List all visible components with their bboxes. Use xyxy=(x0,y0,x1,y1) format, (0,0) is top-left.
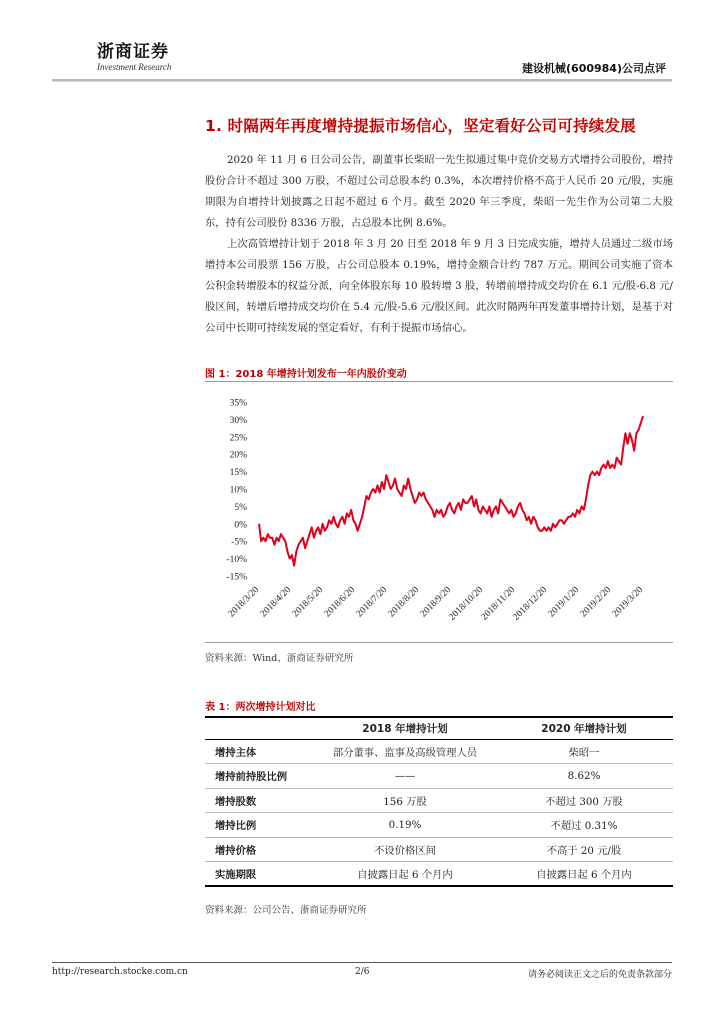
y-tick-label: -10% xyxy=(226,555,247,566)
price-change-line xyxy=(259,416,643,566)
comparison-table xyxy=(205,716,673,887)
x-tick-label: 2019/3/20 xyxy=(610,585,646,620)
figure-title: 图 1：2018 年增持计划发布一年内股价变动 xyxy=(205,369,407,380)
plot-area xyxy=(259,416,643,566)
row-label: 增持主体 xyxy=(205,739,315,764)
logo-chinese: 浙商证券 xyxy=(97,42,169,62)
cell-2020: 8.62% xyxy=(495,764,673,789)
y-axis xyxy=(226,399,247,583)
x-tick-label: 2018/5/20 xyxy=(290,585,326,620)
price-change-chart xyxy=(205,386,673,640)
footer-url[interactable]: http://research.stocke.com.cn xyxy=(52,967,188,977)
header-cell-2018: 2018 年增持计划 xyxy=(315,717,495,739)
y-tick-label: 20% xyxy=(229,450,247,461)
y-tick-label: 0% xyxy=(234,520,247,531)
cell-2020: 不超过 300 万股 xyxy=(495,788,673,813)
cell-2020: 不高于 20 元/股 xyxy=(495,837,673,862)
paragraph-2 xyxy=(205,234,673,339)
paragraph-1 xyxy=(205,150,673,234)
cell-2018: 自披露日起 6 个月内 xyxy=(315,862,495,887)
y-tick-label: -5% xyxy=(231,537,247,548)
cell-2018: 0.19% xyxy=(315,813,495,838)
table-row xyxy=(205,862,673,887)
x-tick-label: 2019/2/20 xyxy=(578,585,614,620)
logo xyxy=(97,37,171,72)
x-axis xyxy=(227,585,645,623)
cell-2018: 不设价格区间 xyxy=(315,837,495,862)
table-source: 资料来源：公司公告、浙商证券研究所 xyxy=(205,905,367,916)
table-row xyxy=(205,788,673,813)
x-tick-label: 2019/1/20 xyxy=(546,585,582,620)
y-tick-label: 30% xyxy=(229,415,247,426)
table-row xyxy=(205,837,673,862)
figure-source: 资料来源：Wind、浙商证券研究所 xyxy=(205,653,354,664)
figure-top-rule xyxy=(205,381,673,382)
x-tick-label: 2018/9/20 xyxy=(418,585,454,620)
row-label: 增持前持股比例 xyxy=(205,764,315,789)
x-tick-label: 2018/3/20 xyxy=(226,585,262,620)
cell-2018: 156 万股 xyxy=(315,788,495,813)
section-heading: 1. 时隔两年再度增持提振市场信心，坚定看好公司可持续发展 xyxy=(205,117,636,135)
row-label: 增持股数 xyxy=(205,788,315,813)
paragraph-2-text: 上次高管增持计划于 2018 年 3 月 20 日至 2018 年 9 月 3 日完成实施，增持人员通过二级市场增持本公司股票 156 万股，占公司总股本 0.19%，增持金额合计约 787 万元。期间公司实施了资本公积金转增股本的权益分派，向全体股东每 10 股转增 3 股，转增前增持成交均价在 6.1 元/股-6.8 元/股区间，转增后增持成交均价在 5.4 元/股-5.6 元/股区间。此次时隔两年再发董事增持计划，是基于对公司中长期可持续发展的坚定看好，有利于提振市场信心。 xyxy=(205,238,673,334)
y-tick-label: 5% xyxy=(234,502,247,513)
footer-disclaimer: 请务必阅读正文之后的免责条款部分 xyxy=(527,970,672,980)
cell-2020: 不超过 0.31% xyxy=(495,813,673,838)
footer-divider xyxy=(52,962,672,963)
row-label: 增持比例 xyxy=(205,813,315,838)
x-tick-label: 2018/11/20 xyxy=(479,585,518,623)
paragraph-1-text: 2020 年 11 月 6 日公司公告，副董事长柴昭一先生拟通过集中竞价交易方式增持公司股份，增持股份合计不超过 300 万股，不超过公司总股本约 0.3%，本次增持价格不高于人民币 20 元/股，实施期限为自增持计划披露之日起不超过 6 个月。截至 2020 年三季度，柴昭一先生作为公司第二大股东，持有公司股份 8336 万股，占总股本比例 8.6%。 xyxy=(205,154,673,229)
table-row xyxy=(205,813,673,838)
x-tick-label: 2018/7/20 xyxy=(354,585,390,620)
y-tick-label: 35% xyxy=(229,398,247,409)
figure-bottom-rule xyxy=(205,642,673,643)
cell-2018: —— xyxy=(315,764,495,789)
cell-2020: 自披露日起 6 个月内 xyxy=(495,862,673,887)
cell-2018: 部分董事、监事及高级管理人员 xyxy=(315,739,495,764)
header-cell-blank xyxy=(205,717,315,739)
page-number: 2/6 xyxy=(355,967,370,977)
y-tick-label: 15% xyxy=(229,468,247,479)
y-tick-label: 10% xyxy=(229,485,247,496)
x-tick-label: 2018/12/20 xyxy=(511,585,550,623)
x-tick-label: 2018/10/20 xyxy=(447,585,486,623)
table-row xyxy=(205,739,673,764)
logo-english: Investment Research xyxy=(97,62,172,72)
y-tick-label: 25% xyxy=(229,433,247,444)
row-label: 实施期限 xyxy=(205,862,315,887)
table-title: 表 1：两次增持计划对比 xyxy=(205,702,316,713)
x-tick-label: 2018/4/20 xyxy=(258,585,294,620)
header-divider xyxy=(52,79,672,82)
report-title: 建设机械(600984)公司点评 xyxy=(522,62,666,75)
x-tick-label: 2018/8/20 xyxy=(386,585,422,620)
table-header-row xyxy=(205,717,673,739)
table-row xyxy=(205,764,673,789)
x-tick-label: 2018/6/20 xyxy=(322,585,358,620)
y-tick-label: -15% xyxy=(226,572,247,583)
header-cell-2020: 2020 年增持计划 xyxy=(495,717,673,739)
row-label: 增持价格 xyxy=(205,837,315,862)
cell-2020: 柴昭一 xyxy=(495,739,673,764)
